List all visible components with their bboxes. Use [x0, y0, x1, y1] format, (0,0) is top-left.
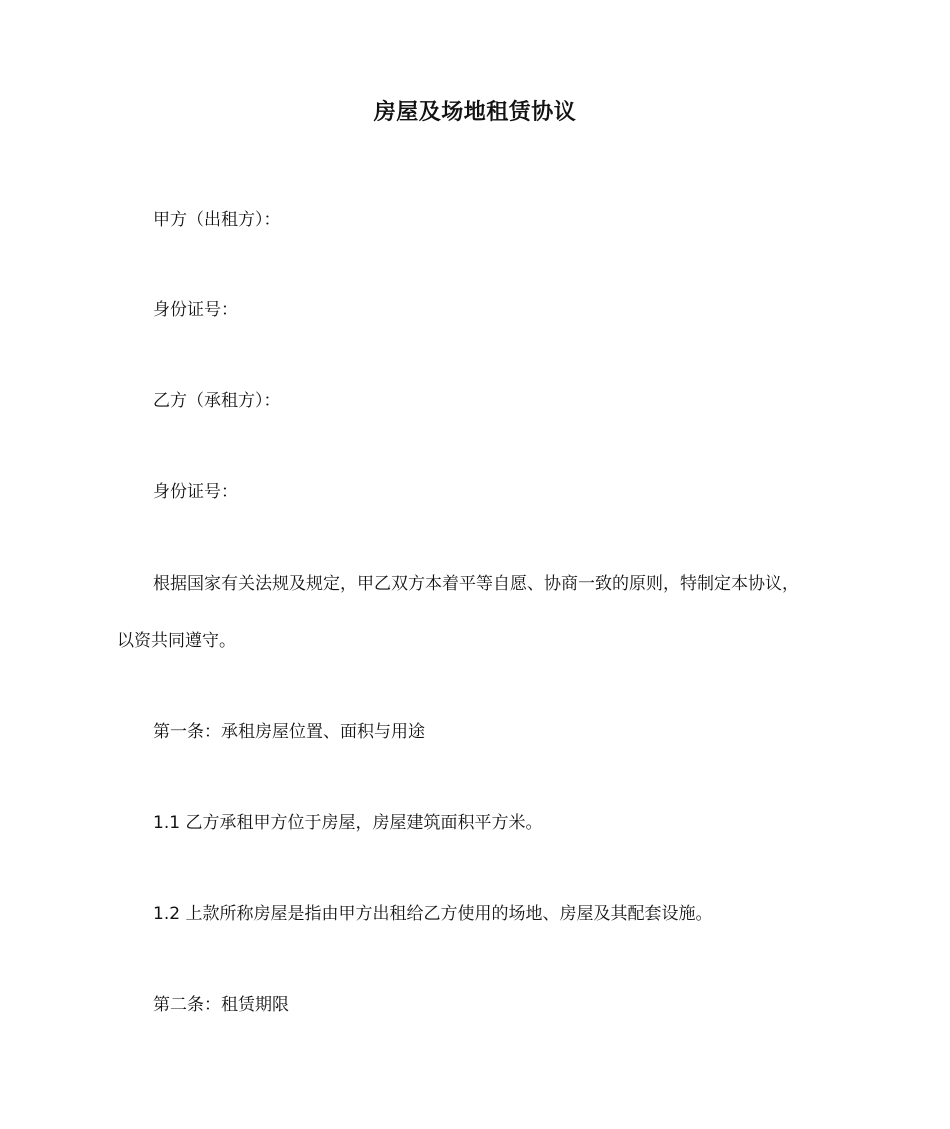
party-a-id-label: 身份证号：	[153, 300, 238, 320]
preamble-line-2: 以资共同遵守。	[117, 631, 236, 651]
party-b-id-label: 身份证号：	[153, 482, 238, 502]
preamble-line-1: 根据国家有关法规及规定，甲乙双方本着平等自愿、协商一致的原则，特制定本协议，	[153, 574, 799, 594]
article-2-heading: 第二条：租赁期限	[153, 995, 289, 1015]
document-title: 房屋及场地租赁协议	[373, 100, 577, 125]
party-b-label: 乙方（承租方）：	[153, 391, 281, 411]
clause-1-1: 1.1 乙方承租甲方位于房屋，房屋建筑面积平方米。	[153, 813, 543, 833]
party-a-label: 甲方（出租方）：	[153, 210, 281, 230]
clause-1-2: 1.2 上款所称房屋是指由甲方出租给乙方使用的场地、房屋及其配套设施。	[153, 904, 713, 924]
article-1-heading: 第一条：承租房屋位置、面积与用途	[153, 722, 425, 742]
